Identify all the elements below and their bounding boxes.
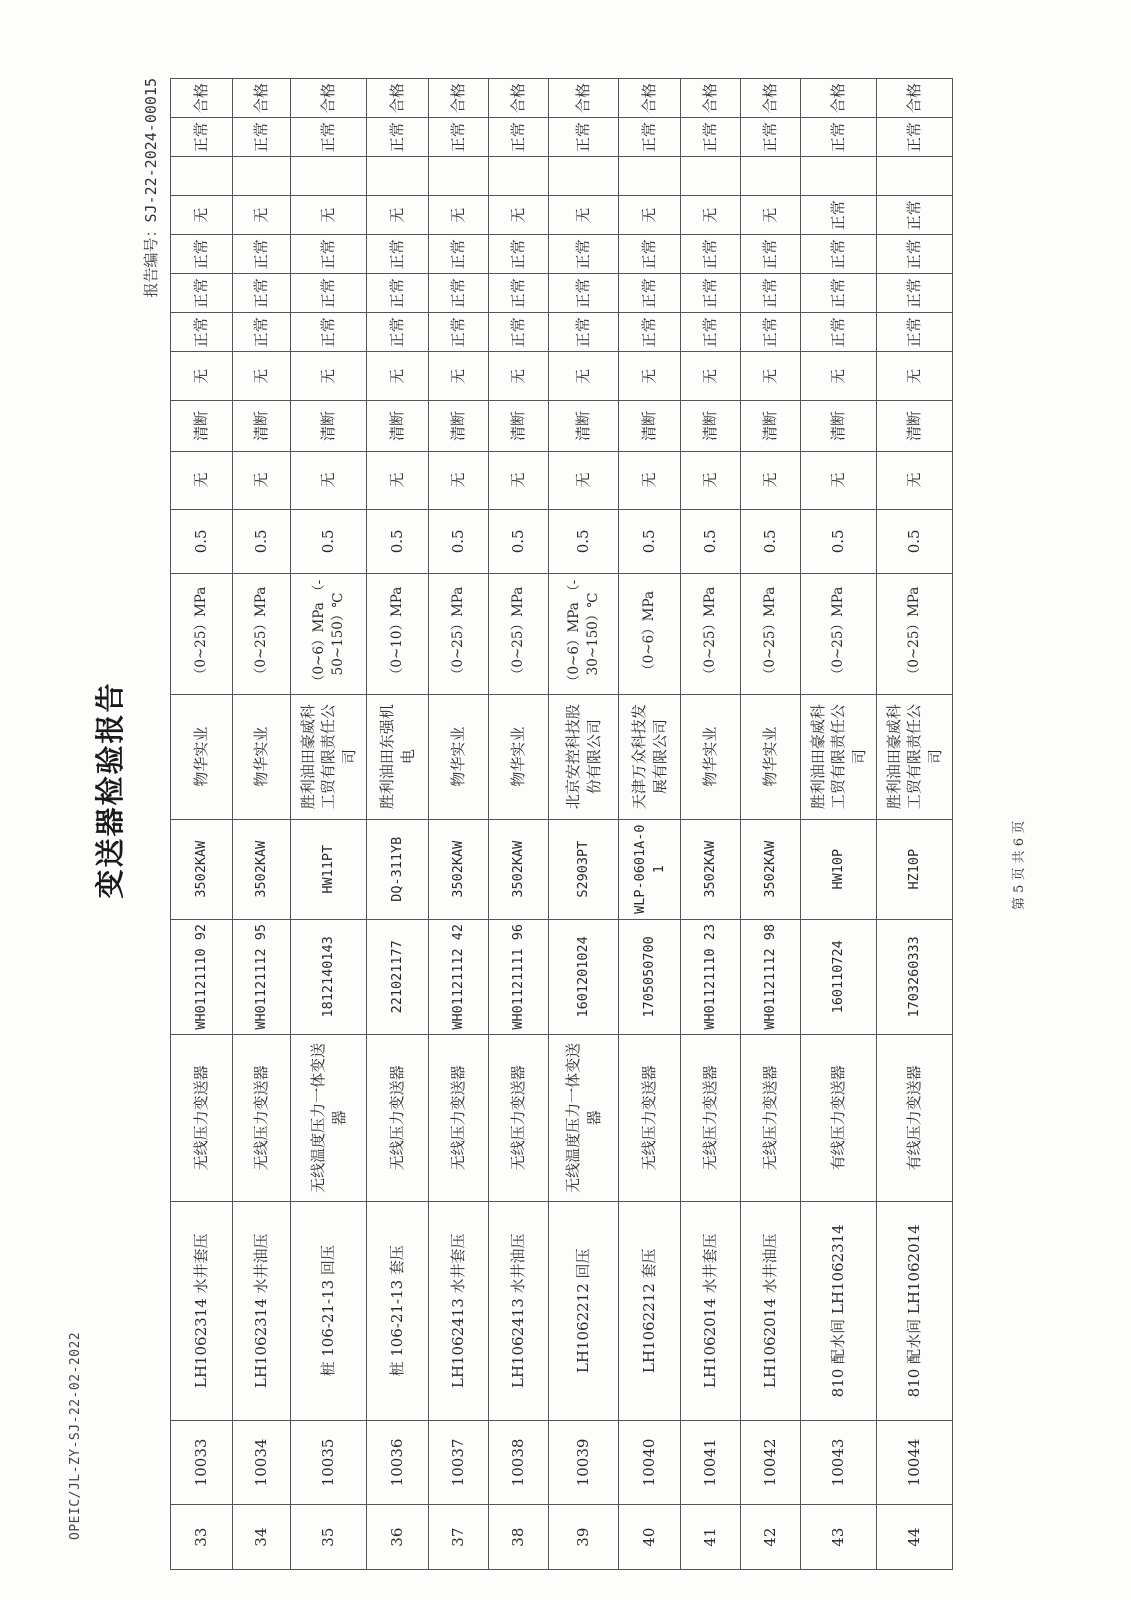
- cell-range: （0~25）MPa: [877, 574, 953, 694]
- cell-c6: 无: [291, 196, 367, 235]
- cell-c4: 正常: [367, 274, 429, 313]
- cell-name: 无线压力变送器: [489, 1034, 549, 1201]
- cell-loc: LH1062413 水井油压: [489, 1202, 549, 1421]
- cell-range: （0~6）MPa （-30~150）℃: [549, 574, 619, 694]
- cell-serial: WH01121110 92: [171, 919, 233, 1034]
- cell-c6: 正常: [877, 196, 953, 235]
- cell-maker: 物华实业: [681, 694, 741, 819]
- cell-c8: 合格: [233, 79, 291, 118]
- cell-serial: WH01121112 42: [429, 919, 489, 1034]
- table-row: [429, 79, 489, 1570]
- cell-c7: 正常: [877, 118, 953, 157]
- inspection-table: [170, 78, 953, 1570]
- cell-id: 10035: [291, 1420, 367, 1505]
- cell-c1: 清断: [877, 401, 953, 451]
- cell-blank: [741, 157, 801, 196]
- cell-c3: 正常: [233, 313, 291, 352]
- cell-serial: 1601201024: [549, 919, 619, 1034]
- cell-c3: 正常: [367, 313, 429, 352]
- cell-no: 36: [367, 1505, 429, 1570]
- cell-name: 无线温度压力一体变送器: [549, 1034, 619, 1201]
- cell-c8: 合格: [877, 79, 953, 118]
- table-row: [291, 79, 367, 1570]
- cell-blank: [291, 157, 367, 196]
- cell-c3: 正常: [489, 313, 549, 352]
- table-row: [171, 79, 233, 1570]
- cell-name: 有线压力变送器: [877, 1034, 953, 1201]
- cell-acc: 0.5: [291, 509, 367, 574]
- cell-c8: 合格: [619, 79, 681, 118]
- cell-maker: 北京安控科技股份有限公司: [549, 694, 619, 819]
- table-row: [367, 79, 429, 1570]
- cell-c2: 无: [291, 352, 367, 401]
- cell-c2: 无: [171, 352, 233, 401]
- cell-c3: 正常: [681, 313, 741, 352]
- cell-c6: 无: [741, 196, 801, 235]
- cell-blank: [877, 157, 953, 196]
- cell-model: 3502KAW: [741, 819, 801, 919]
- cell-model: 3502KAW: [429, 819, 489, 919]
- cell-c1: 清断: [619, 401, 681, 451]
- cell-model: WLP-0601A-01: [619, 819, 681, 919]
- cell-c4: 正常: [429, 274, 489, 313]
- cell-acc: 0.5: [171, 509, 233, 574]
- table-row: [233, 79, 291, 1570]
- cell-c3: 正常: [171, 313, 233, 352]
- cell-model: HW11PT: [291, 819, 367, 919]
- cell-dmg: 无: [367, 451, 429, 509]
- cell-blank: [489, 157, 549, 196]
- cell-no: 39: [549, 1505, 619, 1570]
- cell-c5: 正常: [619, 235, 681, 274]
- table-row: [741, 79, 801, 1570]
- cell-range: （0~25）MPa: [741, 574, 801, 694]
- cell-c1: 清断: [367, 401, 429, 451]
- cell-blank: [619, 157, 681, 196]
- cell-loc: 810 配水间 LH1062314: [801, 1202, 877, 1421]
- cell-model: 3502KAW: [489, 819, 549, 919]
- cell-maker: 胜利油田东强机电: [367, 694, 429, 819]
- cell-serial: 1812140143: [291, 919, 367, 1034]
- cell-c6: 无: [549, 196, 619, 235]
- cell-model: S2903PT: [549, 819, 619, 919]
- cell-no: 38: [489, 1505, 549, 1570]
- cell-c4: 正常: [549, 274, 619, 313]
- cell-c5: 正常: [741, 235, 801, 274]
- cell-maker: 胜利油田豪威科工贸有限责任公司: [801, 694, 877, 819]
- cell-loc: LH1062014 水井油压: [741, 1202, 801, 1421]
- cell-c7: 正常: [549, 118, 619, 157]
- cell-range: （0~6）MPa: [619, 574, 681, 694]
- cell-range: （0~25）MPa: [681, 574, 741, 694]
- cell-range: （0~6）MPa （-50~150）℃: [291, 574, 367, 694]
- cell-c1: 清断: [233, 401, 291, 451]
- cell-loc: LH1062413 水井套压: [429, 1202, 489, 1421]
- cell-loc: LH1062314 水井套压: [171, 1202, 233, 1421]
- cell-acc: 0.5: [681, 509, 741, 574]
- cell-maker: 物华实业: [429, 694, 489, 819]
- cell-c6: 正常: [801, 196, 877, 235]
- cell-c5: 正常: [877, 235, 953, 274]
- cell-serial: WH01121111 96: [489, 919, 549, 1034]
- cell-id: 10043: [801, 1420, 877, 1505]
- cell-c7: 正常: [801, 118, 877, 157]
- cell-name: 有线压力变送器: [801, 1034, 877, 1201]
- cell-c1: 清断: [429, 401, 489, 451]
- cell-no: 37: [429, 1505, 489, 1570]
- cell-c7: 正常: [291, 118, 367, 157]
- cell-range: （0~25）MPa: [801, 574, 877, 694]
- cell-c3: 正常: [291, 313, 367, 352]
- cell-model: HZ10P: [877, 819, 953, 919]
- cell-c3: 正常: [549, 313, 619, 352]
- cell-id: 10036: [367, 1420, 429, 1505]
- cell-no: 40: [619, 1505, 681, 1570]
- cell-acc: 0.5: [549, 509, 619, 574]
- table-row: [801, 79, 877, 1570]
- cell-name: 无线压力变送器: [681, 1034, 741, 1201]
- cell-c7: 正常: [489, 118, 549, 157]
- cell-c4: 正常: [877, 274, 953, 313]
- cell-c2: 无: [549, 352, 619, 401]
- cell-dmg: 无: [741, 451, 801, 509]
- cell-c6: 无: [429, 196, 489, 235]
- cell-c1: 清断: [489, 401, 549, 451]
- table-row: [619, 79, 681, 1570]
- cell-c8: 合格: [741, 79, 801, 118]
- cell-serial: WH01121112 95: [233, 919, 291, 1034]
- cell-loc: 桩 106-21-13 套压: [367, 1202, 429, 1421]
- cell-dmg: 无: [291, 451, 367, 509]
- table-row: [681, 79, 741, 1570]
- cell-maker: 胜利油田豪威科工贸有限责任公司: [877, 694, 953, 819]
- cell-dmg: 无: [549, 451, 619, 509]
- cell-id: 10034: [233, 1420, 291, 1505]
- cell-blank: [549, 157, 619, 196]
- cell-c6: 无: [233, 196, 291, 235]
- cell-dmg: 无: [171, 451, 233, 509]
- cell-c6: 无: [171, 196, 233, 235]
- cell-c7: 正常: [681, 118, 741, 157]
- cell-c8: 合格: [429, 79, 489, 118]
- cell-c8: 合格: [801, 79, 877, 118]
- cell-c2: 无: [233, 352, 291, 401]
- cell-c5: 正常: [429, 235, 489, 274]
- cell-range: （0~25）MPa: [171, 574, 233, 694]
- cell-model: HW10P: [801, 819, 877, 919]
- cell-blank: [367, 157, 429, 196]
- cell-c1: 清断: [741, 401, 801, 451]
- cell-c4: 正常: [171, 274, 233, 313]
- cell-name: 无线压力变送器: [171, 1034, 233, 1201]
- cell-name: 无线压力变送器: [367, 1034, 429, 1201]
- cell-acc: 0.5: [367, 509, 429, 574]
- cell-no: 35: [291, 1505, 367, 1570]
- cell-c4: 正常: [489, 274, 549, 313]
- cell-no: 41: [681, 1505, 741, 1570]
- cell-acc: 0.5: [619, 509, 681, 574]
- cell-c2: 无: [681, 352, 741, 401]
- cell-acc: 0.5: [489, 509, 549, 574]
- cell-loc: LH1062212 套压: [619, 1202, 681, 1421]
- table-row: [489, 79, 549, 1570]
- cell-c7: 正常: [741, 118, 801, 157]
- cell-c3: 正常: [619, 313, 681, 352]
- cell-maker: 物华实业: [233, 694, 291, 819]
- cell-id: 10041: [681, 1420, 741, 1505]
- cell-blank: [801, 157, 877, 196]
- cell-id: 10039: [549, 1420, 619, 1505]
- cell-c6: 无: [489, 196, 549, 235]
- cell-name: 无线压力变送器: [741, 1034, 801, 1201]
- cell-maker: 天津万众科技发展有限公司: [619, 694, 681, 819]
- cell-acc: 0.5: [741, 509, 801, 574]
- cell-c7: 正常: [619, 118, 681, 157]
- cell-c7: 正常: [171, 118, 233, 157]
- cell-c2: 无: [741, 352, 801, 401]
- cell-dmg: 无: [429, 451, 489, 509]
- cell-c2: 无: [801, 352, 877, 401]
- cell-serial: 1703260333: [877, 919, 953, 1034]
- cell-name: 无线温度压力一体变送器: [291, 1034, 367, 1201]
- cell-c5: 正常: [549, 235, 619, 274]
- cell-c1: 清断: [549, 401, 619, 451]
- cell-c5: 正常: [233, 235, 291, 274]
- page-title: 变送器检验报告: [93, 681, 127, 899]
- cell-dmg: 无: [233, 451, 291, 509]
- cell-c7: 正常: [233, 118, 291, 157]
- cell-c8: 合格: [489, 79, 549, 118]
- page-footer: 第 5 页 共 6 页: [1012, 820, 1027, 910]
- cell-c2: 无: [429, 352, 489, 401]
- cell-no: 34: [233, 1505, 291, 1570]
- cell-c2: 无: [619, 352, 681, 401]
- cell-c7: 正常: [367, 118, 429, 157]
- cell-acc: 0.5: [877, 509, 953, 574]
- cell-c3: 正常: [429, 313, 489, 352]
- cell-c3: 正常: [801, 313, 877, 352]
- cell-serial: WH01121110 23: [681, 919, 741, 1034]
- cell-c8: 合格: [549, 79, 619, 118]
- cell-blank: [233, 157, 291, 196]
- cell-id: 10042: [741, 1420, 801, 1505]
- cell-c4: 正常: [233, 274, 291, 313]
- cell-serial: 160110724: [801, 919, 877, 1034]
- cell-c7: 正常: [429, 118, 489, 157]
- cell-acc: 0.5: [233, 509, 291, 574]
- cell-loc: LH1062212 回压: [549, 1202, 619, 1421]
- cell-c3: 正常: [877, 313, 953, 352]
- cell-c4: 正常: [681, 274, 741, 313]
- cell-c2: 无: [877, 352, 953, 401]
- cell-c8: 合格: [291, 79, 367, 118]
- cell-c2: 无: [367, 352, 429, 401]
- cell-c5: 正常: [681, 235, 741, 274]
- cell-serial: 1705050700: [619, 919, 681, 1034]
- report-number: 报告编号：SJ-22-2024-00015: [142, 78, 160, 298]
- cell-loc: LH1062014 水井套压: [681, 1202, 741, 1421]
- cell-no: 42: [741, 1505, 801, 1570]
- cell-name: 无线压力变送器: [619, 1034, 681, 1201]
- cell-c6: 无: [367, 196, 429, 235]
- table-row: [877, 79, 953, 1570]
- cell-range: （0~25）MPa: [489, 574, 549, 694]
- cell-serial: 221021177: [367, 919, 429, 1034]
- cell-loc: 810 配水间 LH1062014: [877, 1202, 953, 1421]
- cell-c1: 清断: [681, 401, 741, 451]
- cell-dmg: 无: [801, 451, 877, 509]
- form-code: OPEIC/JL-ZY-SJ-22-02-2022: [68, 1331, 83, 1540]
- cell-c5: 正常: [489, 235, 549, 274]
- cell-blank: [681, 157, 741, 196]
- cell-c8: 合格: [367, 79, 429, 118]
- cell-no: 44: [877, 1505, 953, 1570]
- cell-c5: 正常: [801, 235, 877, 274]
- cell-c6: 无: [619, 196, 681, 235]
- cell-c4: 正常: [801, 274, 877, 313]
- cell-model: 3502KAW: [171, 819, 233, 919]
- cell-dmg: 无: [877, 451, 953, 509]
- cell-blank: [429, 157, 489, 196]
- cell-acc: 0.5: [801, 509, 877, 574]
- cell-serial: WH01121112 98: [741, 919, 801, 1034]
- cell-maker: 物华实业: [489, 694, 549, 819]
- cell-range: （0~25）MPa: [429, 574, 489, 694]
- cell-dmg: 无: [489, 451, 549, 509]
- cell-id: 10037: [429, 1420, 489, 1505]
- cell-id: 10044: [877, 1420, 953, 1505]
- cell-c2: 无: [489, 352, 549, 401]
- cell-name: 无线压力变送器: [429, 1034, 489, 1201]
- cell-name: 无线压力变送器: [233, 1034, 291, 1201]
- cell-maker: 胜利油田豪威科工贸有限责任公司: [291, 694, 367, 819]
- table-row: [549, 79, 619, 1570]
- cell-c8: 合格: [681, 79, 741, 118]
- cell-range: （0~10）MPa: [367, 574, 429, 694]
- cell-id: 10038: [489, 1420, 549, 1505]
- cell-c1: 清断: [801, 401, 877, 451]
- cell-model: 3502KAW: [681, 819, 741, 919]
- cell-c4: 正常: [741, 274, 801, 313]
- cell-c5: 正常: [291, 235, 367, 274]
- cell-c5: 正常: [171, 235, 233, 274]
- cell-range: （0~25）MPa: [233, 574, 291, 694]
- cell-c8: 合格: [171, 79, 233, 118]
- cell-c5: 正常: [367, 235, 429, 274]
- cell-dmg: 无: [619, 451, 681, 509]
- cell-c6: 无: [681, 196, 741, 235]
- cell-c4: 正常: [619, 274, 681, 313]
- cell-acc: 0.5: [429, 509, 489, 574]
- cell-maker: 物华实业: [741, 694, 801, 819]
- cell-c1: 清断: [171, 401, 233, 451]
- cell-no: 43: [801, 1505, 877, 1570]
- cell-model: 3502KAW: [233, 819, 291, 919]
- cell-c3: 正常: [741, 313, 801, 352]
- cell-id: 10033: [171, 1420, 233, 1505]
- cell-loc: LH1062314 水井油压: [233, 1202, 291, 1421]
- cell-c4: 正常: [291, 274, 367, 313]
- cell-c1: 清断: [291, 401, 367, 451]
- cell-id: 10040: [619, 1420, 681, 1505]
- cell-blank: [171, 157, 233, 196]
- cell-no: 33: [171, 1505, 233, 1570]
- cell-dmg: 无: [681, 451, 741, 509]
- cell-model: DQ-311YB: [367, 819, 429, 919]
- cell-maker: 物华实业: [171, 694, 233, 819]
- cell-loc: 桩 106-21-13 回压: [291, 1202, 367, 1421]
